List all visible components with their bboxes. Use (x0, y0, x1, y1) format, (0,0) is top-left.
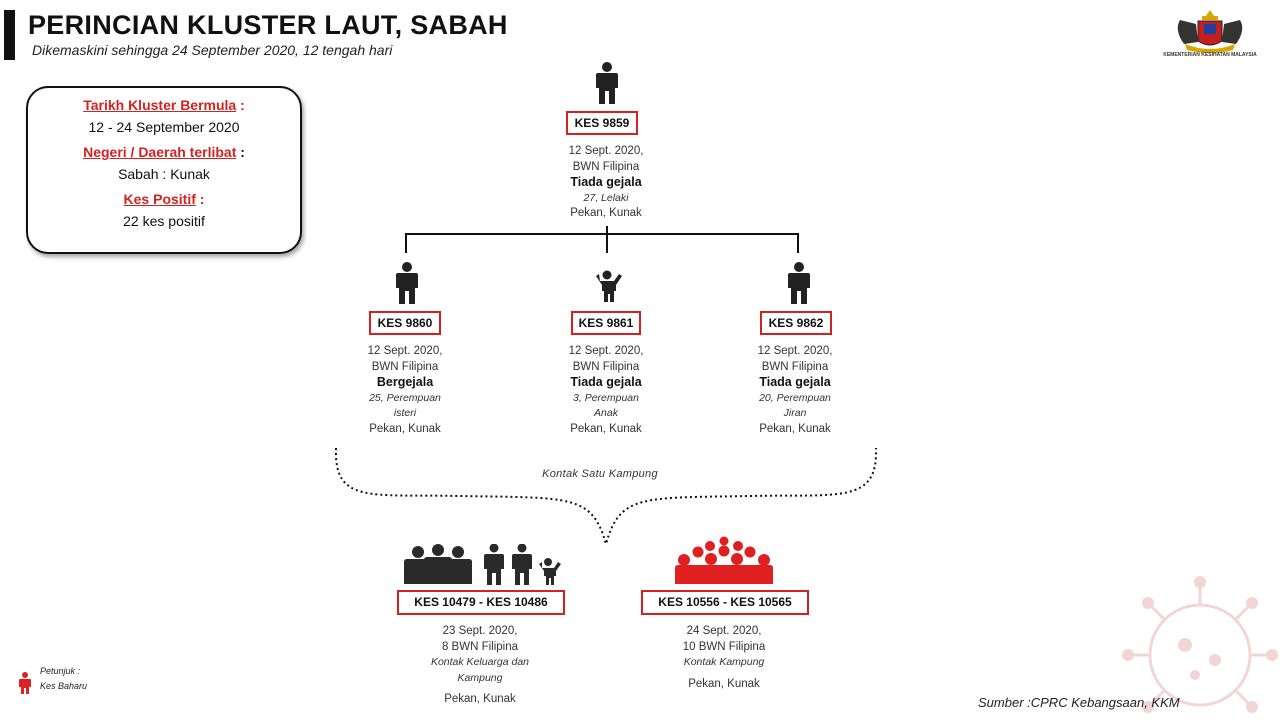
case-box-9861: KES 9861 (571, 311, 641, 335)
case-details-9860: 12 Sept. 2020, BWN Filipina Bergejala 25, Perempuan isteri Pekan, Kunak (367, 345, 443, 435)
state-value: Sabah : Kunak (118, 166, 210, 182)
group-details-1: 23 Sept. 2020, 8 BWN Filipina Kontak Keluarga dan Kampung Pekan, Kunak (430, 625, 530, 705)
group-details-2: 24 Sept. 2020, 10 BWN Filipina Kontak Kampung Pekan, Kunak (682, 625, 766, 690)
case-details-9861: 12 Sept. 2020, BWN Filipina Tiada gejala 3, Perempuan Anak Pekan, Kunak (568, 345, 644, 435)
case-box-group-2: KES 10556 - KES 10565 (641, 590, 809, 615)
tree-connector (797, 233, 799, 253)
case-details-root: 12 Sept. 2020, BWN Filipina Tiada gejala 27, Lelaki Pekan, Kunak (568, 145, 644, 219)
child-icon (592, 270, 622, 302)
case-box-group-1: KES 10479 - KES 10486 (397, 590, 565, 615)
page-subtitle: Dikemaskini sehingga 24 September 2020, 12 tengah hari (32, 42, 393, 58)
logo-caption: KEMENTERIAN KESIHATAN MALAYSIA (1163, 52, 1257, 58)
legend-label: Kes Baharu (40, 681, 88, 691)
positive-value: 22 kes positif (123, 213, 205, 229)
person-icon (786, 262, 812, 304)
case-box-9862: KES 9862 (760, 311, 832, 335)
legend-title: Petunjuk : (40, 666, 81, 676)
case-details-9862: 12 Sept. 2020, BWN Filipina Tiada gejala 20, Perempuan Jiran Pekan, Kunak (757, 345, 833, 435)
tree-connector (405, 233, 799, 235)
start-date-label: Tarikh Kluster Bermula : (83, 97, 245, 113)
family-group-icon (404, 544, 564, 586)
positive-label: Kes Positif : (123, 191, 205, 207)
start-date-value: 12 - 24 September 2020 (88, 119, 240, 135)
case-box-9860: KES 9860 (369, 311, 441, 335)
cluster-info-box (26, 86, 302, 254)
case-box-root: KES 9859 (566, 111, 638, 135)
tree-connector (405, 233, 407, 253)
source-note: Sumber :CPRC Kebangsaan, KKM (978, 695, 1180, 710)
tree-connector (606, 226, 608, 253)
crowd-new-cases-icon (674, 536, 774, 586)
new-case-legend-icon (18, 672, 32, 694)
person-icon (394, 262, 420, 304)
dotted-brace (330, 444, 882, 550)
legend (40, 664, 87, 694)
title-accent-bar (4, 10, 15, 60)
person-icon (594, 62, 620, 104)
state-label: Negeri / Daerah terlibat : (83, 144, 245, 160)
coat-of-arms-logo (1160, 6, 1260, 68)
link-label: Kontak Satu Kampung (542, 468, 658, 480)
page-title: PERINCIAN KLUSTER LAUT, SABAH (28, 10, 508, 40)
